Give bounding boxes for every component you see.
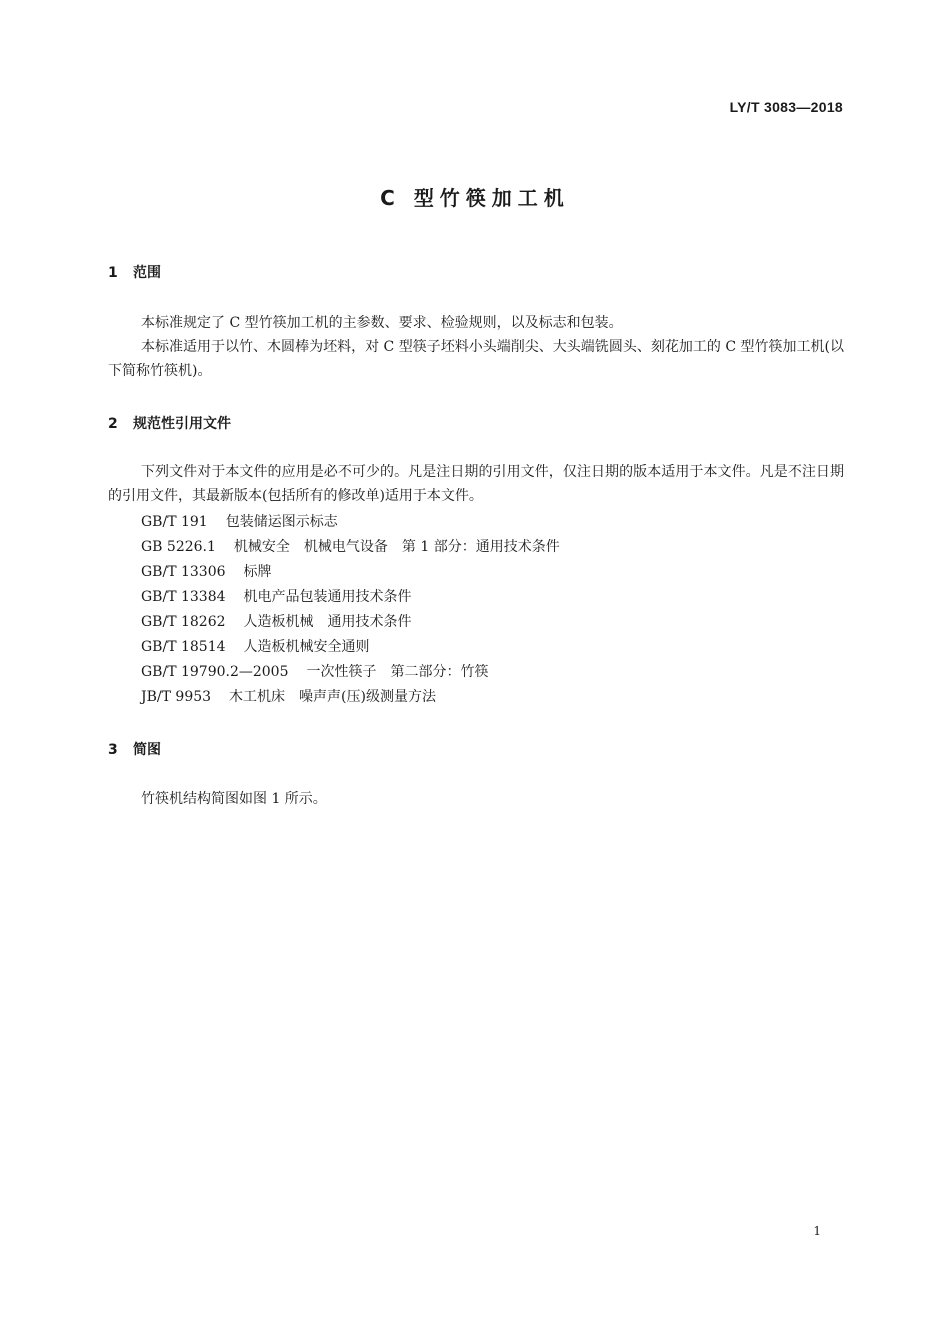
page-number: 1	[813, 1224, 821, 1238]
reference-code: JB/T 9953	[141, 689, 212, 705]
section-1-heading	[108, 262, 161, 282]
reference-code: GB/T 18262	[141, 614, 226, 630]
reference-title: 一次性筷子 第二部分：竹筷	[306, 664, 489, 680]
reference-title: 包装储运图示标志	[225, 514, 338, 530]
document-title: C 型竹筷加工机	[380, 186, 570, 210]
section-title: 简图	[133, 742, 161, 758]
section-3-heading	[108, 739, 161, 759]
reference-item	[141, 512, 338, 532]
reference-code: GB/T 13306	[141, 564, 226, 580]
reference-title: 人造板机械安全通则	[243, 639, 370, 655]
section-1-paragraph-2: 本标准适用于以竹、木圆棒为坯料，对 C 型筷子坯料小头端削尖、大头端铣圆头、刻花加工的 C 型竹筷加工机(以下简称竹筷机)。	[108, 339, 844, 379]
reference-code: GB/T 18514	[141, 639, 226, 655]
section-number: 3	[108, 742, 118, 758]
section-2-heading	[108, 413, 231, 433]
reference-code: GB/T 191	[141, 514, 208, 530]
standard-code: LY/T 3083—2018	[729, 99, 843, 115]
section-title: 规范性引用文件	[133, 416, 231, 432]
reference-code: GB/T 13384	[141, 589, 226, 605]
section-1-paragraph-1: 本标准规定了 C 型竹筷加工机的主参数、要求、检验规则，以及标志和包装。	[141, 315, 623, 331]
reference-item	[141, 687, 436, 707]
section-3-paragraph-1: 竹筷机结构简图如图 1 所示。	[141, 791, 327, 807]
reference-item	[141, 612, 412, 632]
reference-item	[141, 537, 560, 557]
reference-item	[141, 562, 272, 582]
reference-code: GB/T 19790.2—2005	[141, 664, 289, 680]
reference-title: 机械安全 机械电气设备 第 1 部分：通用技术条件	[233, 539, 560, 555]
reference-title: 机电产品包装通用技术条件	[243, 589, 412, 605]
reference-item	[141, 587, 412, 607]
section-title: 范围	[133, 265, 161, 281]
reference-title: 木工机床 噪声声(压)级测量方法	[229, 689, 436, 705]
reference-title: 人造板机械 通用技术条件	[243, 614, 412, 630]
reference-code: GB 5226.1	[141, 539, 216, 555]
section-2-paragraph-1: 下列文件对于本文件的应用是必不可少的。凡是注日期的引用文件，仅注日期的版本适用于本文件。凡是不注日期的引用文件，其最新版本(包括所有的修改单)适用于本文件。	[108, 464, 844, 504]
section-number: 1	[108, 265, 118, 281]
reference-title: 标牌	[243, 564, 272, 580]
reference-item	[141, 662, 489, 682]
reference-item	[141, 637, 370, 657]
section-number: 2	[108, 416, 118, 432]
